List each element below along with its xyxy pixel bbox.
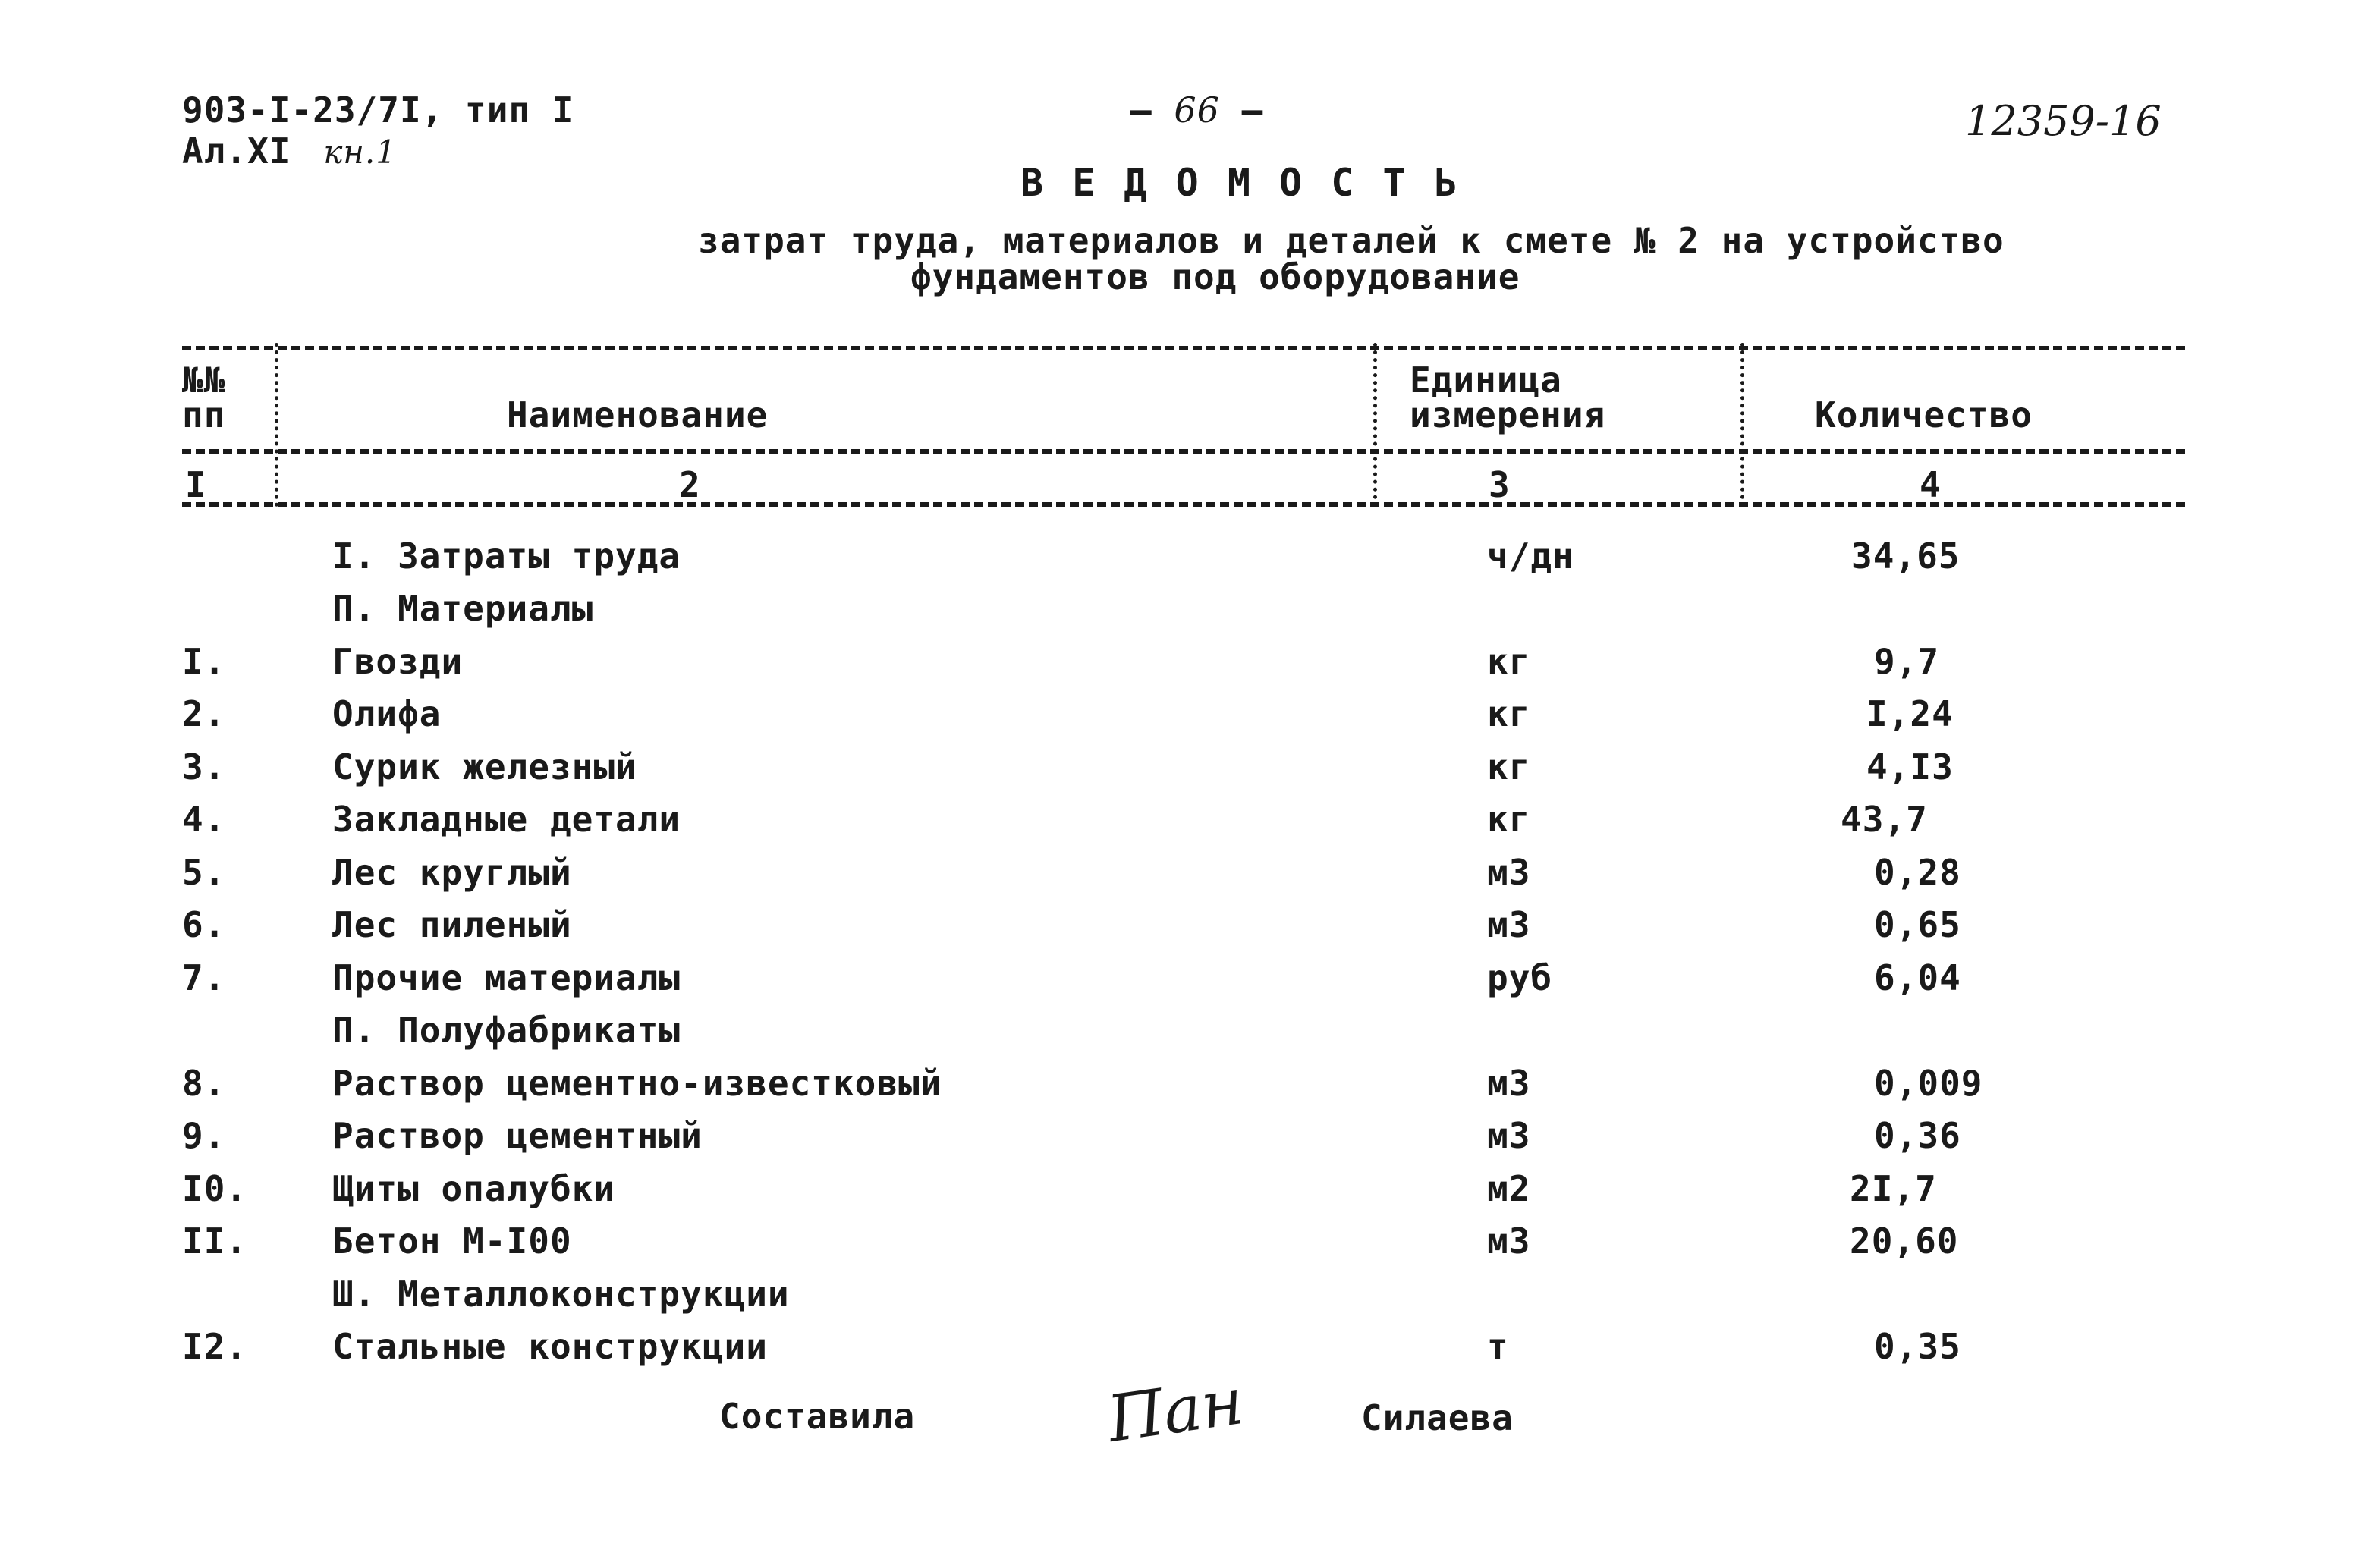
compiled-label: Составила	[719, 1396, 916, 1437]
row-name: Сурик железный	[332, 746, 637, 787]
document-code: 903-I-23/7I, тип I	[182, 90, 574, 130]
row-name: Щиты опалубки	[332, 1168, 616, 1209]
row-num: 2.	[182, 693, 226, 734]
row-unit: ч/дн	[1487, 536, 1574, 577]
album-number: Ал.XI	[182, 130, 291, 171]
row-name: I. Затраты труда	[332, 536, 681, 577]
row-num: 4.	[182, 799, 226, 840]
row-unit: м3	[1487, 852, 1531, 893]
row-qty: 43,7	[1841, 799, 1928, 840]
column-number-3: 3	[1489, 464, 1511, 505]
row-unit: м2	[1487, 1168, 1531, 1209]
row-qty: 0,35	[1874, 1326, 1961, 1367]
row-unit: кг	[1487, 693, 1531, 734]
row-unit: кг	[1487, 746, 1531, 787]
row-qty: 34,65	[1851, 536, 1961, 577]
row-unit: кг	[1487, 799, 1531, 840]
row-qty: 0,65	[1874, 904, 1961, 945]
row-unit: м3	[1487, 1115, 1531, 1156]
header-num: №№ пп	[182, 360, 226, 435]
row-num: I.	[182, 641, 226, 682]
album-handwritten-note: кн.1	[323, 134, 398, 171]
header-qty: Количество	[1815, 394, 2033, 435]
table-divider-3	[1740, 343, 1744, 507]
row-num: 8.	[182, 1063, 226, 1104]
row-name: Прочие материалы	[332, 957, 681, 998]
row-unit: м3	[1487, 904, 1531, 945]
row-unit: кг	[1487, 641, 1531, 682]
row-qty: 0,36	[1874, 1115, 1961, 1156]
row-name: Ш. Металлоконструкции	[332, 1274, 790, 1315]
row-name: П. Полуфабрикаты	[332, 1010, 681, 1051]
table-header-rule	[182, 449, 2185, 454]
row-qty: 0,009	[1874, 1063, 1983, 1104]
row-name: Лес пиленый	[332, 904, 572, 945]
column-number-4: 4	[1920, 464, 1942, 505]
row-unit: т	[1487, 1326, 1509, 1367]
row-name: Раствор цементный	[332, 1115, 703, 1156]
table-divider-2	[1373, 343, 1377, 507]
row-num: 5.	[182, 852, 226, 893]
row-name: Закладные детали	[332, 799, 681, 840]
column-number-2: 2	[679, 464, 701, 505]
row-unit: м3	[1487, 1221, 1531, 1262]
row-num: II.	[182, 1221, 248, 1262]
row-unit: м3	[1487, 1063, 1531, 1104]
table-top-rule	[182, 346, 2185, 350]
row-num: I2.	[182, 1326, 248, 1367]
title-subline-2: фундаментов под оборудование	[910, 256, 1520, 297]
signature: Пан	[1103, 1364, 1248, 1456]
row-name: Раствор цементно-известковый	[332, 1063, 942, 1104]
compiler-name: Силаева	[1361, 1397, 1514, 1438]
row-qty: 0,28	[1874, 852, 1961, 893]
archive-number: 12359-16	[1965, 97, 2162, 145]
row-num: 3.	[182, 746, 226, 787]
title-subline-1: затрат труда, материалов и деталей к смете № 2 на устройство	[698, 220, 2005, 261]
column-number-1: I	[185, 464, 207, 505]
row-num: 7.	[182, 957, 226, 998]
table-divider-1	[275, 343, 278, 507]
row-unit: руб	[1487, 957, 1553, 998]
row-name: П. Материалы	[332, 588, 594, 629]
row-num: I0.	[182, 1168, 248, 1209]
table-colnum-rule	[182, 502, 2185, 507]
row-qty: I,24	[1866, 693, 1954, 734]
row-num: 6.	[182, 904, 226, 945]
row-qty: 4,I3	[1866, 746, 1954, 787]
row-name: Гвозди	[332, 641, 464, 682]
row-name: Олифа	[332, 693, 442, 734]
row-name: Стальные конструкции	[332, 1326, 768, 1367]
row-qty: 6,04	[1874, 957, 1961, 998]
row-qty: 20,60	[1850, 1221, 1959, 1262]
row-qty: 2I,7	[1850, 1168, 1937, 1209]
album-label	[182, 130, 397, 171]
header-name: Наименование	[507, 394, 769, 435]
page-number: – 66 –	[1130, 90, 1264, 130]
row-num: 9.	[182, 1115, 226, 1156]
row-name: Бетон М-I00	[332, 1221, 572, 1262]
row-name: Лес круглый	[332, 852, 572, 893]
document-title: В Е Д О М О С Т Ь	[1020, 161, 1461, 205]
row-qty: 9,7	[1874, 641, 1940, 682]
header-unit: Единица измерения	[1410, 360, 1606, 435]
